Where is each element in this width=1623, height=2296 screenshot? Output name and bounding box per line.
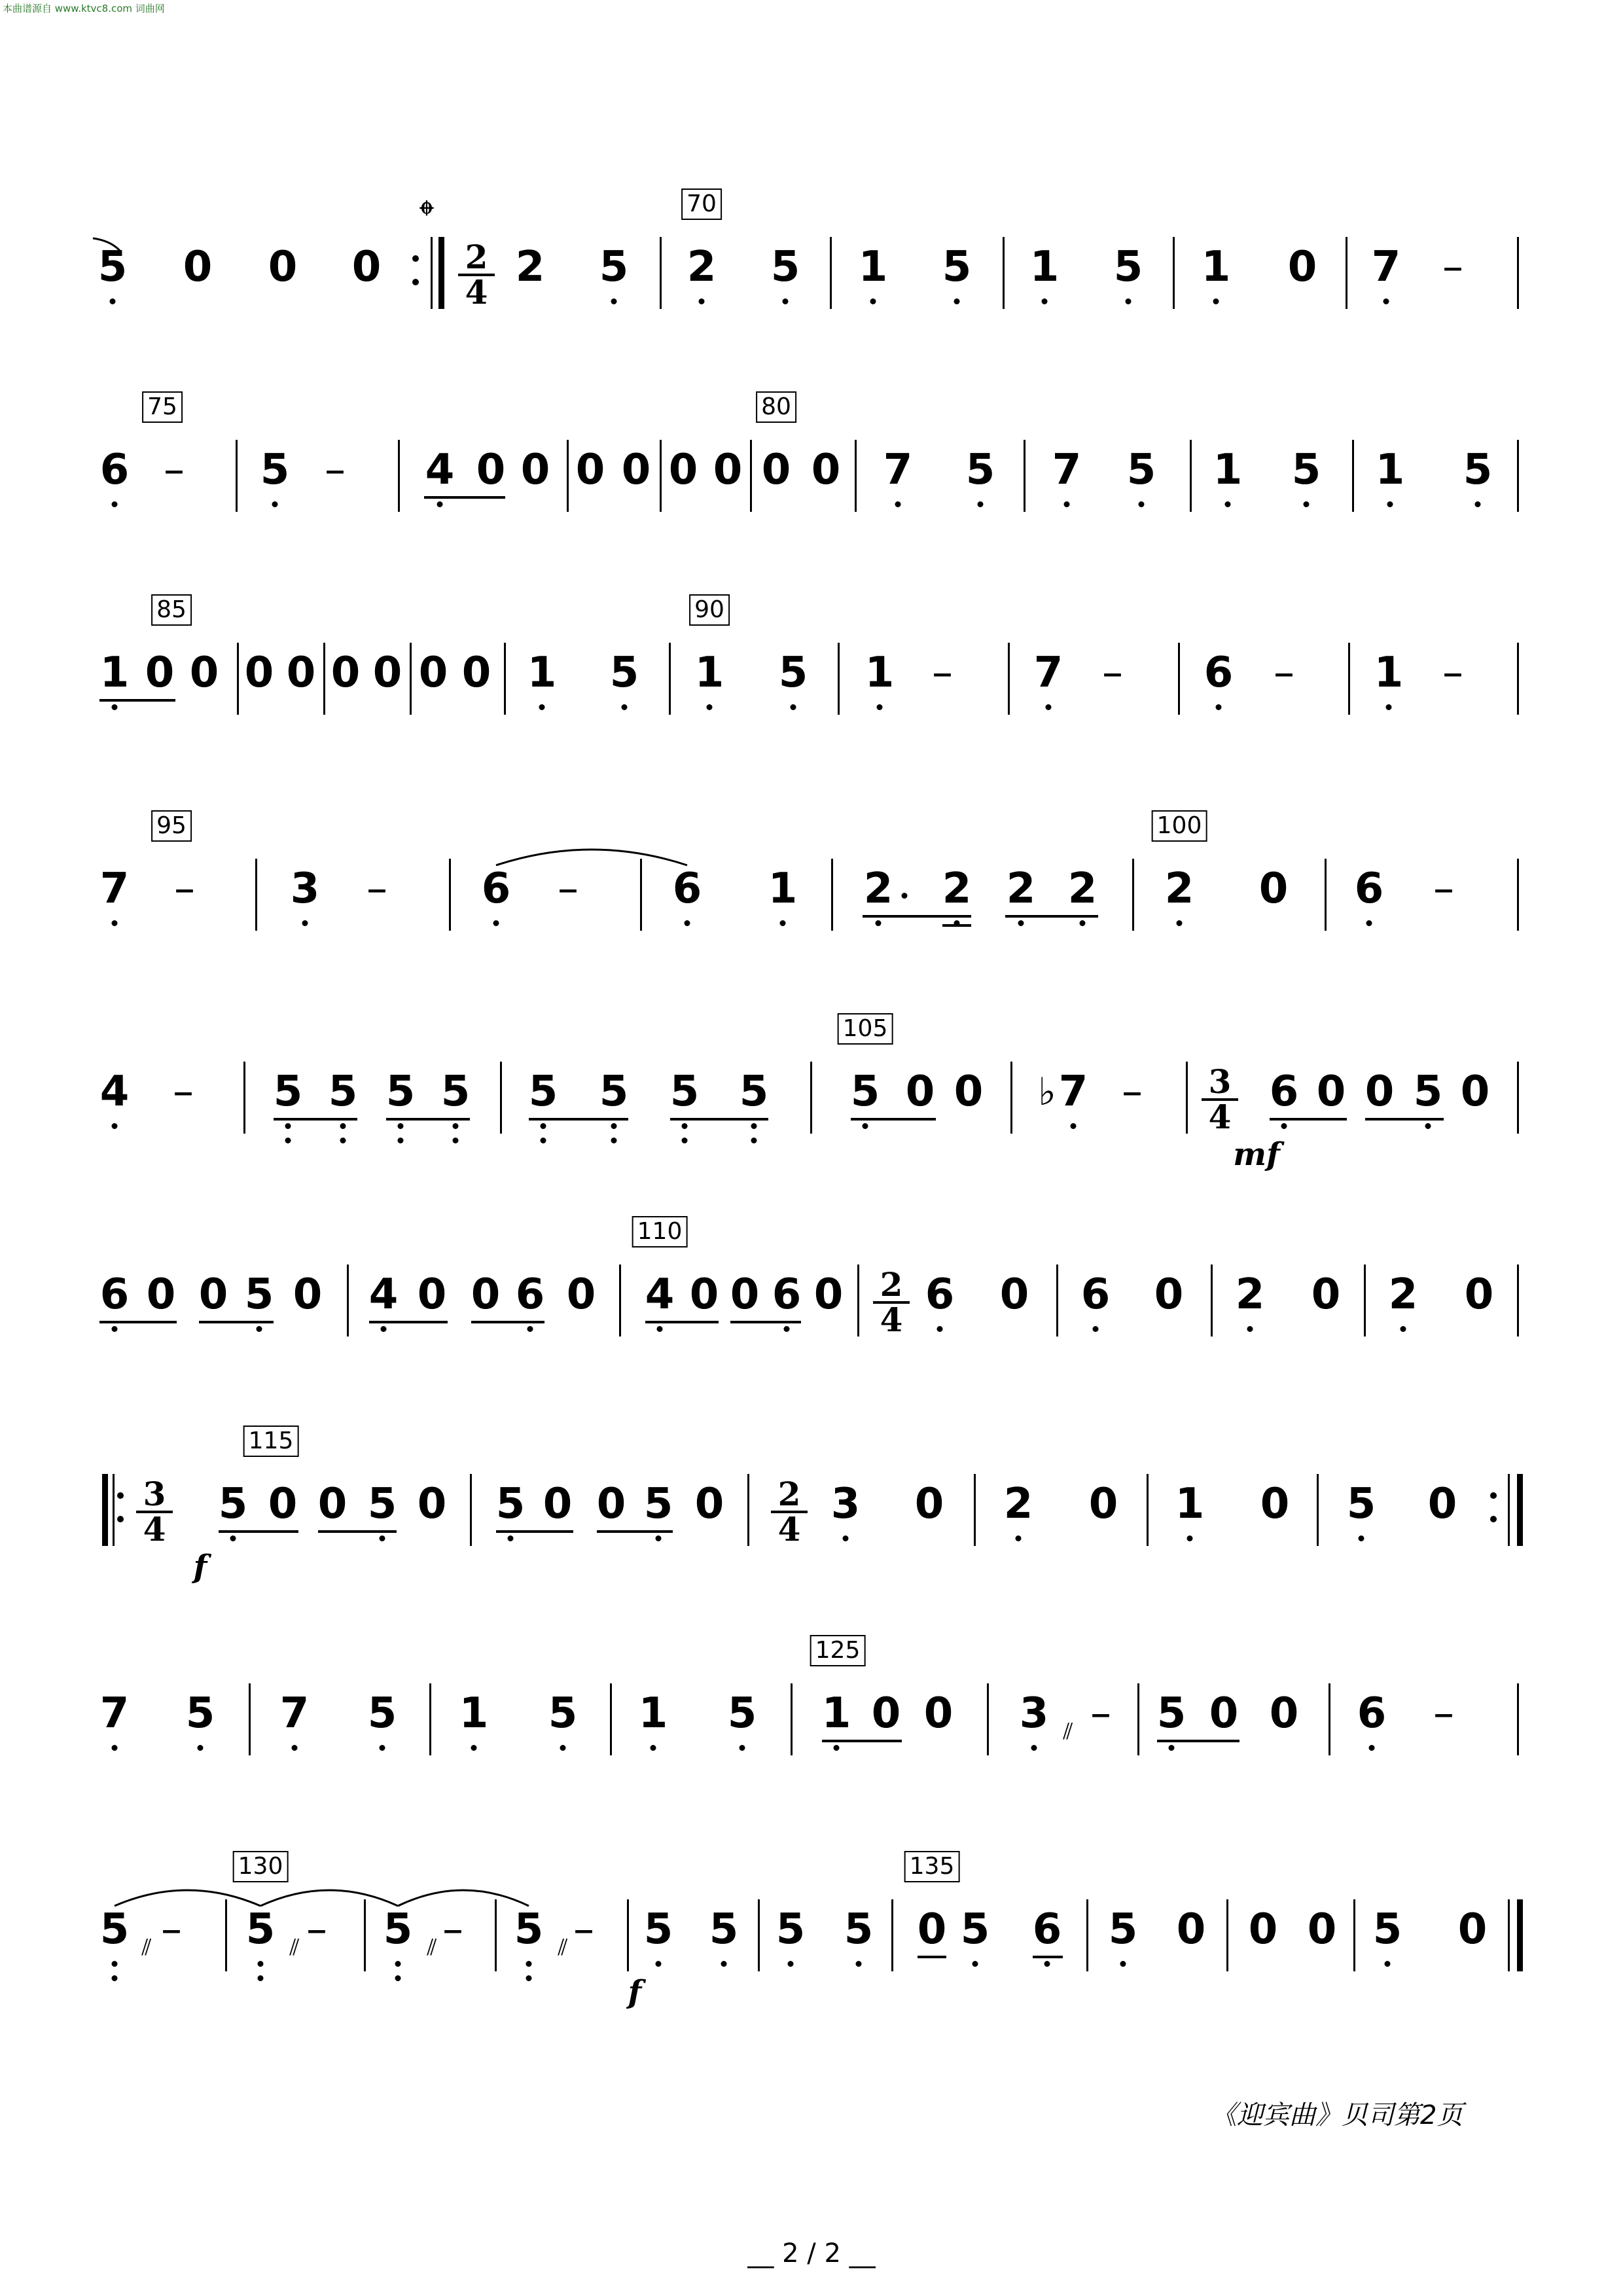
note: 5	[383, 1905, 413, 1954]
measure-number: 125	[810, 1635, 866, 1666]
rest: 0	[668, 446, 698, 494]
note: 5	[643, 1480, 673, 1528]
measure-number: 110	[632, 1216, 688, 1247]
rest: 0	[183, 243, 213, 291]
rest: 0	[905, 1067, 935, 1116]
dynamic-mark: mf	[1233, 1136, 1280, 1173]
note: 5	[1108, 1905, 1138, 1954]
rest: 0	[1176, 1905, 1206, 1954]
note: 5	[273, 1067, 303, 1116]
rest: 0	[1316, 1067, 1346, 1116]
coda-sign: 𝄌	[419, 191, 434, 239]
note: 6	[1204, 649, 1234, 697]
note: 7	[1052, 446, 1082, 494]
dash: –	[1090, 1689, 1111, 1738]
note: 6	[1080, 1270, 1111, 1319]
rest: 0	[566, 1270, 596, 1319]
note: 6	[672, 865, 702, 913]
note: 2	[515, 243, 545, 291]
note: 5	[1113, 243, 1143, 291]
rest: 0	[1311, 1270, 1341, 1319]
note: 1	[858, 243, 888, 291]
tremolo-mark: ⫽	[141, 1935, 152, 1961]
rest: 0	[417, 1270, 447, 1319]
note: 7	[99, 865, 130, 913]
note: 5	[599, 1067, 629, 1116]
rest: 0	[575, 446, 605, 494]
note: 5	[514, 1905, 544, 1954]
note: 5	[548, 1689, 578, 1738]
rest: 0	[417, 1480, 447, 1528]
time-signature-bottom: 4	[143, 1510, 166, 1549]
note: 6	[1032, 1905, 1062, 1954]
note: 7	[1058, 1067, 1088, 1116]
measure-number: 100	[1152, 810, 1207, 842]
rest: 0	[1464, 1270, 1494, 1319]
note: 2	[1006, 865, 1036, 913]
rest: 0	[811, 446, 841, 494]
rest: 0	[418, 649, 448, 697]
rest: 0	[1248, 1905, 1278, 1954]
dash: –	[1274, 649, 1294, 697]
note: 5	[599, 243, 629, 291]
rest: 0	[713, 446, 743, 494]
rest: 0	[286, 649, 316, 697]
measure-number: 75	[142, 391, 183, 423]
note: 5	[260, 446, 290, 494]
note: 5	[1413, 1067, 1443, 1116]
note: 5	[643, 1905, 673, 1954]
rest: 0	[189, 649, 219, 697]
dash: –	[442, 1905, 463, 1954]
tremolo-mark: ⫽	[427, 1935, 437, 1961]
note: 2	[687, 243, 717, 291]
rest: 0	[954, 1067, 984, 1116]
note: 5	[727, 1689, 757, 1738]
dash: –	[161, 1905, 182, 1954]
note: 1	[865, 649, 895, 697]
note: 2	[1235, 1270, 1265, 1319]
dash: –	[1433, 865, 1454, 913]
rest: 0	[917, 1905, 947, 1954]
note: 5	[185, 1689, 215, 1738]
note: 1	[1375, 446, 1405, 494]
note: 5	[778, 649, 808, 697]
dash: –	[558, 865, 579, 913]
measure-number: 85	[151, 594, 192, 626]
note: 3	[290, 865, 320, 913]
measure-number: 130	[233, 1851, 289, 1882]
rest: 0	[1088, 1480, 1118, 1528]
rest: 0	[244, 649, 274, 697]
measure-number: 135	[904, 1851, 960, 1882]
dash: –	[1122, 1067, 1143, 1116]
note: 2	[1003, 1480, 1033, 1528]
rest: 0	[146, 1270, 176, 1319]
note: 6	[99, 446, 130, 494]
note: 5	[770, 243, 800, 291]
note: 5	[328, 1067, 358, 1116]
time-signature-bottom: 4	[777, 1510, 801, 1549]
note: 6	[481, 865, 511, 913]
note: 7	[279, 1689, 310, 1738]
note: 1	[768, 865, 798, 913]
note: 5	[440, 1067, 471, 1116]
rest: 0	[1364, 1067, 1395, 1116]
tremolo-mark: ⫽	[1063, 1719, 1073, 1745]
measure-number: 115	[243, 1426, 299, 1457]
note: 5	[1156, 1689, 1186, 1738]
note: 5	[776, 1905, 806, 1954]
note: 5	[960, 1905, 990, 1954]
rest: 0	[694, 1480, 724, 1528]
dash: –	[573, 1905, 594, 1954]
note: 5	[495, 1480, 526, 1528]
dash: –	[1433, 1689, 1454, 1738]
time-signature-bottom: 4	[1208, 1098, 1232, 1136]
note: 1	[1374, 649, 1404, 697]
measure-number: 95	[151, 810, 192, 842]
measure-number: 80	[756, 391, 796, 423]
note: 5	[1463, 446, 1493, 494]
dash: –	[1102, 649, 1123, 697]
rest: 0	[330, 649, 361, 697]
rest: 0	[689, 1270, 719, 1319]
rest: 0	[293, 1270, 323, 1319]
dash: –	[173, 1067, 194, 1116]
note: 7	[1371, 243, 1401, 291]
note: 4	[645, 1270, 675, 1319]
watermark: 本曲谱源自 www.ktvc8.com 词曲网	[3, 3, 165, 14]
note: 7	[99, 1689, 130, 1738]
note: 2	[1164, 865, 1194, 913]
dynamic-mark: f	[193, 1549, 207, 1585]
rest: 0	[761, 446, 791, 494]
rest: 0	[351, 243, 382, 291]
time-signature-top: 2	[458, 242, 495, 276]
note: 6	[772, 1270, 802, 1319]
rest: 0	[923, 1689, 954, 1738]
rest: 0	[476, 446, 506, 494]
rest: 0	[372, 649, 402, 697]
note: 5	[669, 1067, 700, 1116]
note: 3	[830, 1480, 861, 1528]
tremolo-mark: ⫽	[289, 1935, 300, 1961]
note: 1	[638, 1689, 668, 1738]
rest: 0	[1258, 865, 1289, 913]
rest: 0	[1269, 1689, 1299, 1738]
note: 7	[1033, 649, 1063, 697]
note: 1	[821, 1689, 851, 1738]
rest: 0	[1460, 1067, 1490, 1116]
note: 1	[694, 649, 724, 697]
note: 2	[1067, 865, 1097, 913]
note: 5	[1126, 446, 1156, 494]
rest: 0	[1307, 1905, 1337, 1954]
note: 1	[1029, 243, 1060, 291]
footer-title: 《迎宾曲》贝司第2页	[1211, 2100, 1463, 2130]
note: 5	[98, 243, 128, 291]
rest: 0	[145, 649, 175, 697]
measure-number: 105	[838, 1013, 893, 1045]
note: 5	[367, 1480, 397, 1528]
rest: 0	[1287, 243, 1317, 291]
rest: 0	[520, 446, 550, 494]
rest: 0	[1457, 1905, 1488, 1954]
rest: 0	[596, 1480, 626, 1528]
rest: 0	[1154, 1270, 1184, 1319]
page-number: __ 2 / 2 __	[747, 2238, 876, 2269]
note: 5	[739, 1067, 769, 1116]
note: 5	[218, 1480, 248, 1528]
measure-number: 90	[689, 594, 730, 626]
note: 5	[367, 1689, 397, 1738]
note: 1	[1175, 1480, 1205, 1528]
dynamic-mark: f	[628, 1974, 642, 2011]
note: 1	[99, 649, 130, 697]
rest: 0	[543, 1480, 573, 1528]
note: 2	[863, 865, 893, 913]
note: 6	[1357, 1689, 1387, 1738]
rest: 0	[621, 446, 651, 494]
note: 5	[99, 1905, 130, 1954]
note: 6	[1354, 865, 1384, 913]
rest: 0	[1427, 1480, 1457, 1528]
rest: 0	[1260, 1480, 1290, 1528]
note: 5	[245, 1905, 276, 1954]
note: 1	[1213, 446, 1243, 494]
note: 6	[99, 1270, 130, 1319]
rest: 0	[268, 1480, 298, 1528]
note: 1	[459, 1689, 489, 1738]
note: 5	[965, 446, 995, 494]
dash: –	[1442, 243, 1463, 291]
note: 6	[925, 1270, 955, 1319]
note: 5	[850, 1067, 880, 1116]
rest: 0	[730, 1270, 760, 1319]
measure-number: 70	[681, 188, 722, 220]
note: 4	[425, 446, 455, 494]
dash: –	[164, 446, 185, 494]
note: 1	[527, 649, 557, 697]
rest: 0	[1209, 1689, 1239, 1738]
note: 1	[1201, 243, 1231, 291]
dash: –	[174, 865, 195, 913]
rest: 0	[471, 1270, 501, 1319]
dash: –	[932, 649, 953, 697]
tremolo-mark: ⫽	[558, 1935, 568, 1961]
time-signature-top: 3	[1202, 1067, 1238, 1101]
note: 5	[1372, 1905, 1402, 1954]
note: 5	[1291, 446, 1321, 494]
note: 7	[883, 446, 913, 494]
note: 6	[1269, 1067, 1299, 1116]
note: 5	[844, 1905, 874, 1954]
rest: 0	[317, 1480, 348, 1528]
dash: –	[1442, 649, 1463, 697]
time-signature-bottom: 4	[465, 273, 488, 312]
rest: 0	[813, 1270, 844, 1319]
note: 5	[385, 1067, 416, 1116]
time-signature-top: 2	[873, 1270, 910, 1304]
rest: 0	[999, 1270, 1029, 1319]
time-signature-top: 3	[136, 1479, 173, 1513]
note: 5	[709, 1905, 739, 1954]
rest: 0	[914, 1480, 944, 1528]
note: 5	[1346, 1480, 1376, 1528]
rest: 0	[871, 1689, 901, 1738]
note: 2	[1388, 1270, 1418, 1319]
note: 5	[942, 243, 972, 291]
note: 5	[609, 649, 639, 697]
time-signature-bottom: 4	[880, 1300, 903, 1339]
dash: –	[366, 865, 387, 913]
note: 6	[515, 1270, 545, 1319]
rest: 0	[461, 649, 491, 697]
rest: 0	[198, 1270, 228, 1319]
dash: –	[325, 446, 346, 494]
flat-sign: ♭	[1038, 1069, 1056, 1114]
dash: –	[306, 1905, 327, 1954]
note: 5	[244, 1270, 274, 1319]
note: 5	[528, 1067, 558, 1116]
note: 4	[368, 1270, 399, 1319]
note: 4	[99, 1067, 130, 1116]
note: 3	[1019, 1689, 1049, 1738]
time-signature-top: 2	[771, 1479, 808, 1513]
note: 2	[942, 865, 972, 913]
rest: 0	[268, 243, 298, 291]
